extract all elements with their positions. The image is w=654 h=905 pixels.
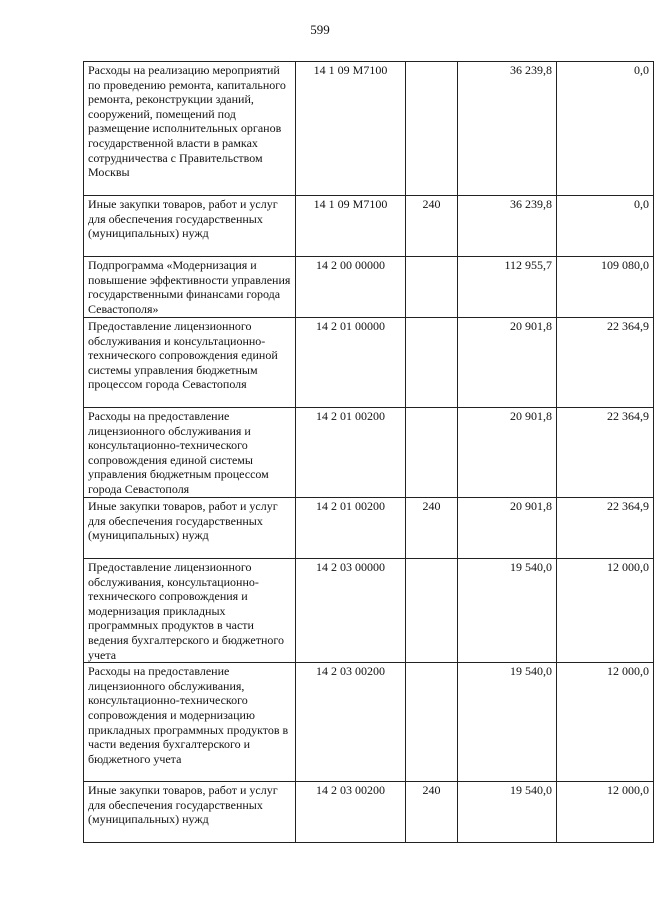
row-type-cell: 240 [406,196,458,257]
row-name-cell: Иные закупки товаров, работ и услуг для обеспечения государственных (муниципальных) нужд [84,498,296,559]
row-type-cell [406,559,458,663]
row-value2-cell: 12 000,0 [557,782,654,843]
row-type-cell [406,257,458,318]
row-name-cell: Расходы на предоставление лицензионного обслуживания, консультационно-технического сопровождения и модернизацию прикладных программных продуктов в части ведения бухгалтерского и бюджетного учета [84,663,296,782]
row-code-cell: 14 2 01 00000 [296,318,406,408]
row-value2-cell: 22 364,9 [557,408,654,498]
row-value1-cell: 36 239,8 [458,196,557,257]
row-value2-cell: 0,0 [557,62,654,196]
row-value2-cell: 22 364,9 [557,318,654,408]
row-code-cell: 14 2 03 00000 [296,559,406,663]
table-row [84,62,654,196]
row-value2-cell: 109 080,0 [557,257,654,318]
row-code-cell: 14 2 01 00200 [296,408,406,498]
row-value1-cell: 19 540,0 [458,663,557,782]
row-type-cell [406,408,458,498]
row-value1-cell: 20 901,8 [458,408,557,498]
row-value2-cell: 22 364,9 [557,498,654,559]
row-name-cell: Иные закупки товаров, работ и услуг для обеспечения государственных (муниципальных) нужд [84,196,296,257]
table-row [84,257,654,318]
row-type-cell [406,62,458,196]
row-code-cell: 14 2 00 00000 [296,257,406,318]
row-name-cell: Расходы на предоставление лицензионного обслуживания и консультационно-технического сопровождения единой системы управления бюджетным процессом города Севастополя [84,408,296,498]
row-code-cell: 14 2 01 00200 [296,498,406,559]
table-row [84,318,654,408]
table-row [84,408,654,498]
budget-table-body [84,62,654,843]
budget-table [83,61,654,843]
row-code-cell: 14 1 09 М7100 [296,196,406,257]
row-code-cell: 14 1 09 М7100 [296,62,406,196]
row-name-cell: Подпрограмма «Модернизация и повышение эффективности управления государственными финансами города Севастополя» [84,257,296,318]
row-value1-cell: 36 239,8 [458,62,557,196]
table-row [84,782,654,843]
row-name-cell: Предоставление лицензионного обслуживания и консультационно-технического сопровождения единой системы управления бюджетным процессом города Севастополя [84,318,296,408]
table-row [84,196,654,257]
row-type-cell [406,318,458,408]
page-number: 599 [310,22,330,37]
row-value1-cell: 20 901,8 [458,318,557,408]
row-value1-cell: 20 901,8 [458,498,557,559]
row-name-cell: Предоставление лицензионного обслуживания, консультационно-технического сопровождения и модернизация прикладных программных продуктов в части ведения бухгалтерского и бюджетного учета [84,559,296,663]
row-value2-cell: 12 000,0 [557,663,654,782]
row-value1-cell: 112 955,7 [458,257,557,318]
table-row [84,663,654,782]
row-code-cell: 14 2 03 00200 [296,663,406,782]
row-name-cell: Расходы на реализацию мероприятий по проведению ремонта, капитального ремонта, реконструкции зданий, сооружений, помещений под размещение исполнительных органов государственной власти в рамках сотрудничества с Правительством Москвы [84,62,296,196]
row-type-cell [406,663,458,782]
row-value2-cell: 0,0 [557,196,654,257]
table-row [84,498,654,559]
table-row [84,559,654,663]
row-value1-cell: 19 540,0 [458,782,557,843]
row-name-cell: Иные закупки товаров, работ и услуг для обеспечения государственных (муниципальных) нужд [84,782,296,843]
row-value2-cell: 12 000,0 [557,559,654,663]
row-value1-cell: 19 540,0 [458,559,557,663]
row-type-cell: 240 [406,782,458,843]
row-type-cell: 240 [406,498,458,559]
row-code-cell: 14 2 03 00200 [296,782,406,843]
